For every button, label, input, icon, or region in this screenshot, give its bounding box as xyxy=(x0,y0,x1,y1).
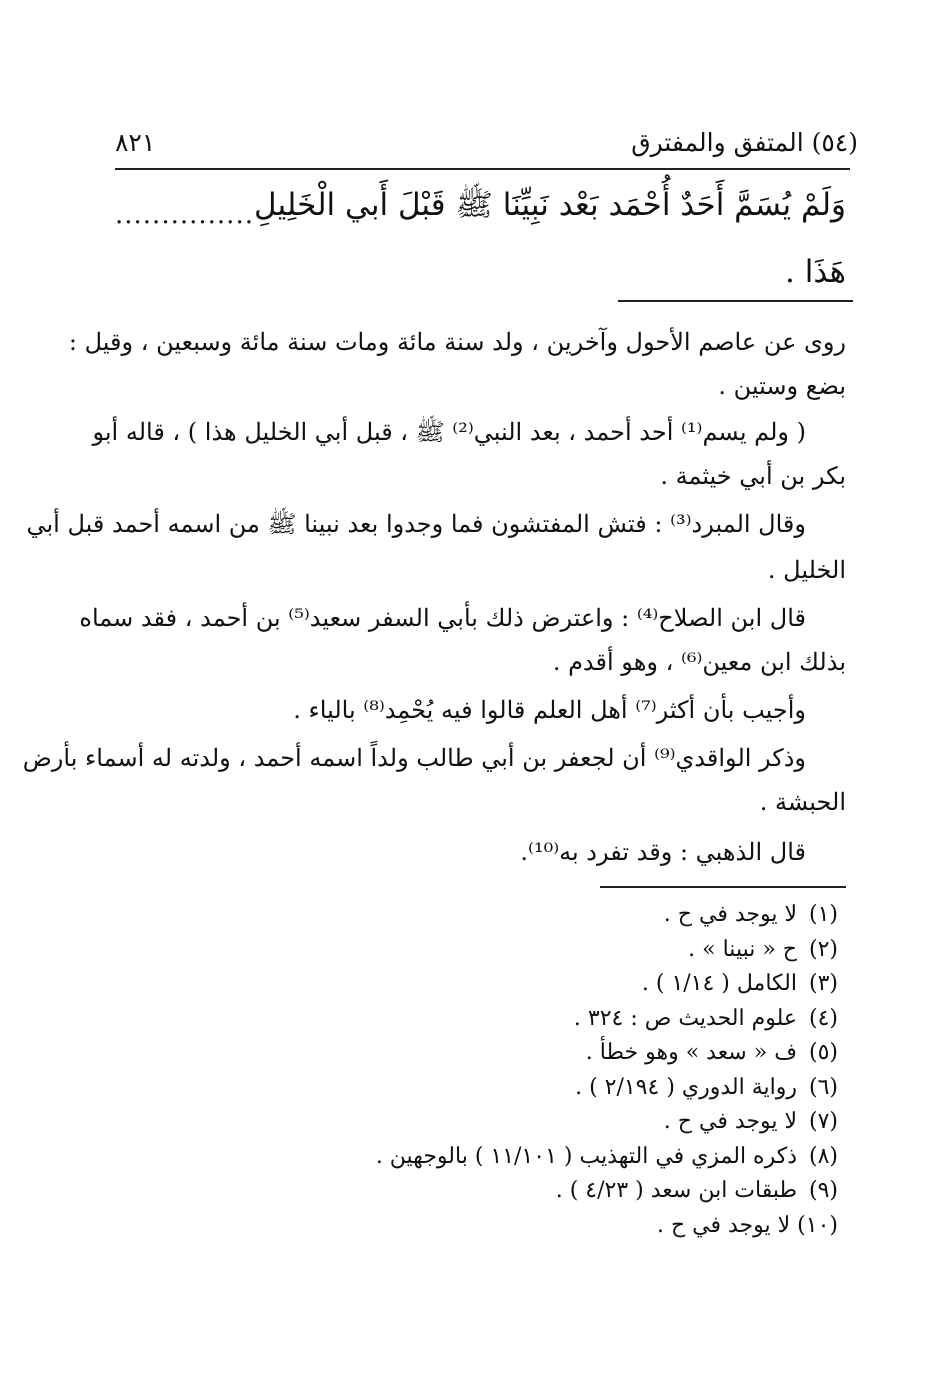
footnote-item xyxy=(376,933,838,968)
footnote-item xyxy=(376,1071,838,1106)
footnote-text: الكامل ( ١/١٤ ) . xyxy=(641,971,797,996)
footnotes xyxy=(376,898,838,1243)
verse-line-2: هَذَا . xyxy=(785,254,846,290)
footnote-number: (٨) xyxy=(808,1143,838,1169)
paragraph-3-cont xyxy=(101,548,846,592)
verse-dots: ............... xyxy=(115,200,254,230)
footnote-text: لا يوجد في ح . xyxy=(663,1109,797,1134)
footnote-text: لا يوجد في ح . xyxy=(663,902,797,927)
paragraph-5 xyxy=(101,688,846,732)
paragraph-line: بضع وستين . xyxy=(718,372,846,400)
footnote-number: (١) xyxy=(808,902,838,927)
paragraph-line: بكر بن أبي خيثمة . xyxy=(660,462,846,490)
paragraph-line: قال ابن الصلاح⁽⁴⁾ : واعترض ذلك بأبي السفر سعيد⁽⁵⁾ بن أحمد ، فقد سماه xyxy=(79,604,806,632)
footnote-item xyxy=(376,1002,838,1037)
verse-line-1: وَلَمْ يُسَمَّ أَحَدٌ أُحْمَد بَعْد نَبِيِّنَا ﷺ قَبْلَ أَبي الْخَلِيلِ xyxy=(254,187,846,223)
verse-rule xyxy=(618,300,853,302)
footnote-number: (٢) xyxy=(808,936,838,962)
paragraph-1 xyxy=(68,320,846,408)
paragraph-7 xyxy=(101,830,846,874)
paragraph-4 xyxy=(79,596,846,640)
footnote-text: لا يوجد في ح . xyxy=(656,1212,791,1238)
footnote-number: (٦) xyxy=(808,1074,838,1100)
paragraph-line: ( ولم يسم⁽¹⁾ أحد أحمد ، بعد النبي⁽²⁾ ﷺ ، قبل أبي الخليل هذا ) ، قاله أبو xyxy=(92,418,806,446)
header-rule xyxy=(115,168,850,170)
footnote-item xyxy=(376,1140,838,1175)
footnote-item xyxy=(376,1105,838,1140)
footnote-number: (١٠) xyxy=(797,1212,838,1238)
footnote-item xyxy=(376,967,838,1002)
footnote-text: ذكره المزي في التهذيب ( ١١/١٠١ ) بالوجهين . xyxy=(375,1143,797,1169)
footnote-number: (٤) xyxy=(808,1005,838,1031)
footnote-number: (٥) xyxy=(808,1040,838,1065)
footnote-item xyxy=(376,1174,838,1209)
paragraph-line: وذكر الواقدي⁽⁹⁾ أن لجعفر بن أبي طالب ولداً اسمه أحمد ، ولدته له أسماء بأرض xyxy=(22,744,806,772)
footnote-text: رواية الدوري ( ٢/١٩٤ ) . xyxy=(575,1074,797,1100)
paragraph-6 xyxy=(22,736,846,780)
page-number: ٨٢١ xyxy=(115,128,156,157)
paragraph-line: قال الذهبي : وقد تفرد به⁽¹⁰⁾. xyxy=(520,838,806,866)
footnote-text: ف « سعد » وهو خطأ . xyxy=(585,1040,797,1065)
paragraph-6-cont xyxy=(101,780,846,824)
footnote-text: طبقات ابن سعد ( ٤/٢٣ ) . xyxy=(555,1178,797,1203)
footnote-number: (٣) xyxy=(808,971,838,996)
paragraph-4-cont xyxy=(101,640,846,684)
paragraph-line: وأجيب بأن أكثر⁽⁷⁾ أهل العلم قالوا فيه يُحْمِد⁽⁸⁾ بالياء . xyxy=(293,696,806,724)
footnote-number: (٩) xyxy=(808,1178,838,1203)
footnote-text: علوم الحديث ص : ٣٢٤ . xyxy=(573,1005,797,1031)
paragraph-line: روى عن عاصم الأحول وآخرين ، ولد سنة مائة ومات سنة مائة وسبعين ، وقيل : xyxy=(68,328,846,356)
paragraph-line: بذلك ابن معين⁽⁶⁾ ، وهو أقدم . xyxy=(552,648,846,676)
paragraph-3 xyxy=(26,502,846,546)
footnote-text: ح « نبينا » . xyxy=(688,936,797,962)
paragraph-2-cont xyxy=(101,454,846,498)
chapter-title: (٥٤) المتفق والمفترق xyxy=(631,128,858,157)
footnote-rule xyxy=(600,886,846,888)
paragraph-line: وقال المبرد⁽³⁾ : فتش المفتشون فما وجدوا بعد نبينا ﷺ من اسمه أحمد قبل أبي xyxy=(26,510,806,538)
footnote-item xyxy=(376,1209,838,1244)
footnote-number: (٧) xyxy=(808,1109,838,1134)
paragraph-2 xyxy=(92,410,846,454)
paragraph-line: الخليل . xyxy=(767,556,846,584)
footnote-item xyxy=(376,898,838,933)
paragraph-line: الحبشة . xyxy=(759,788,846,816)
footnote-item xyxy=(376,1036,838,1071)
